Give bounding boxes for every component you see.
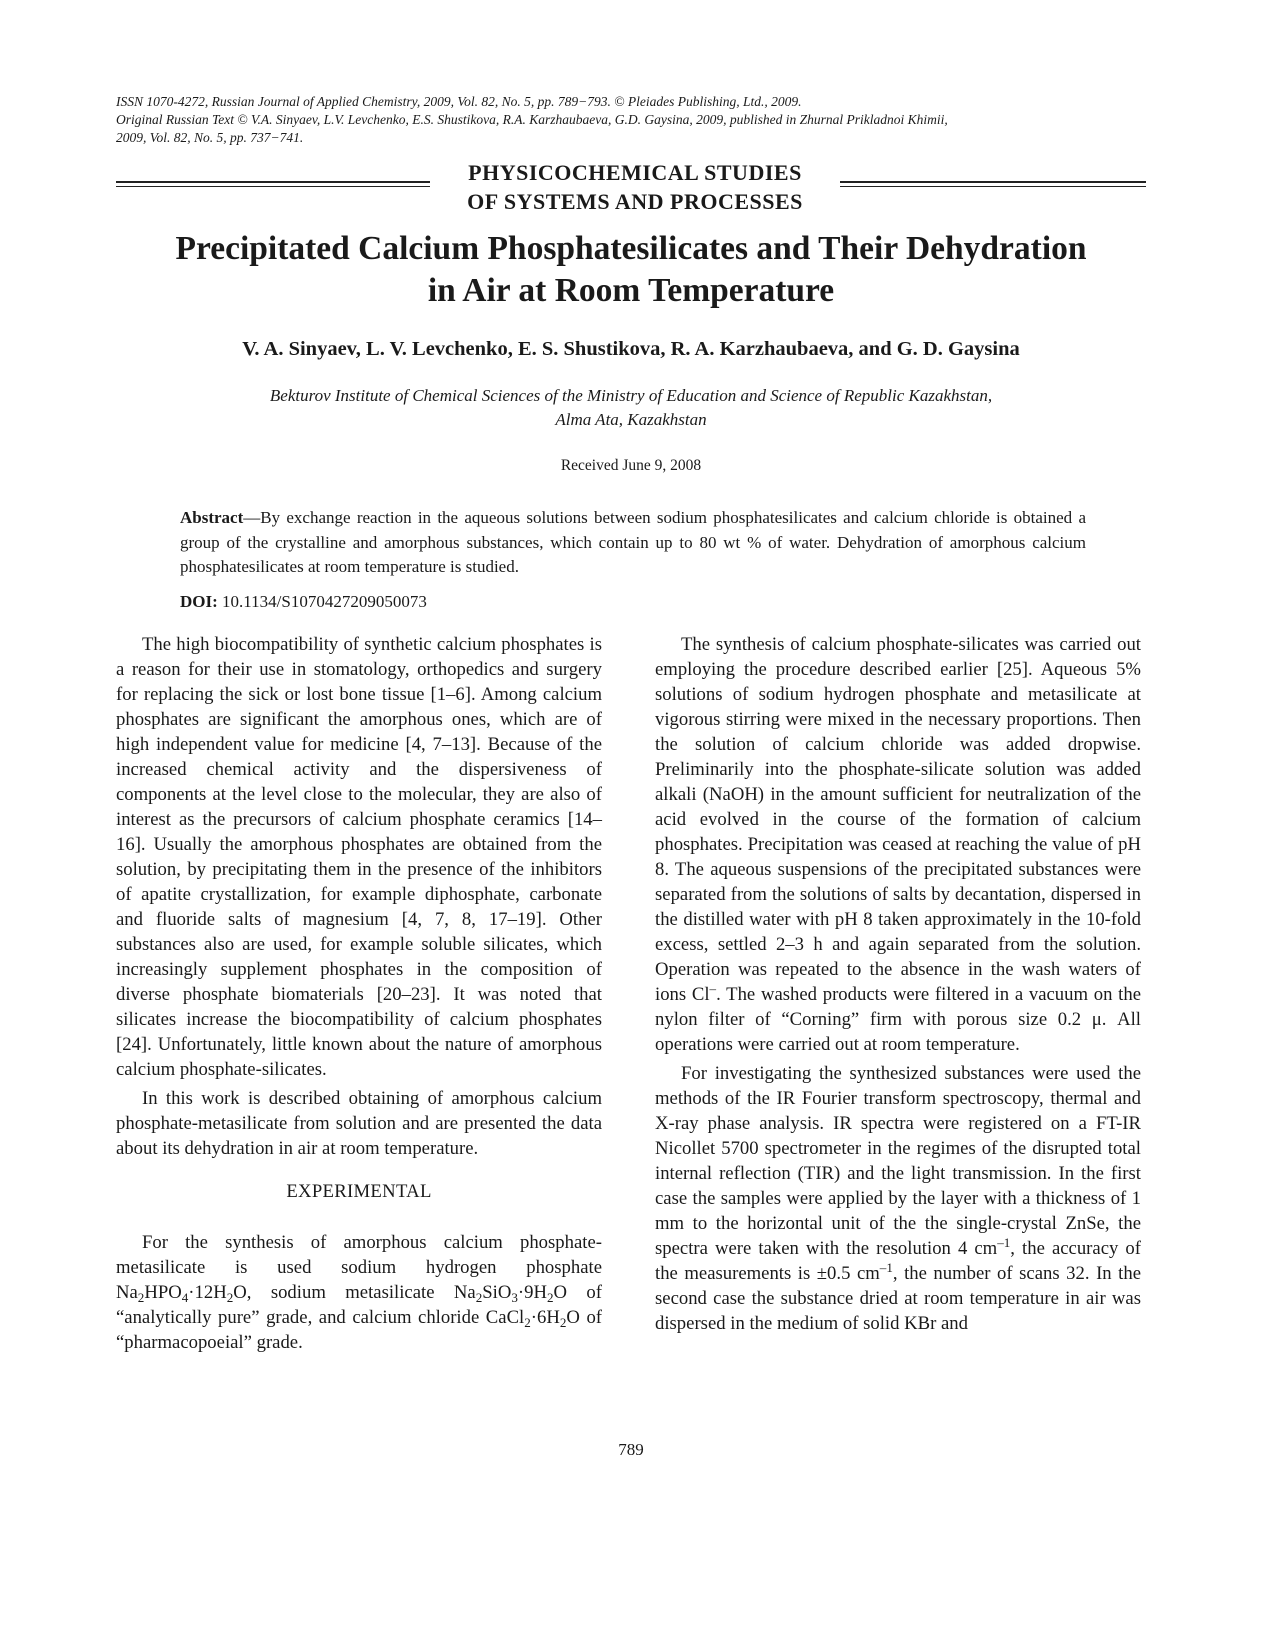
paragraph: In this work is described obtaining of amorphous calcium phosphate-metasilicate from solution and are presented the data about its dehydration in air at room temperature. [116, 1088, 602, 1159]
affiliation-line2: Alma Ata, Kazakhstan [555, 410, 707, 429]
abstract-text: —By exchange reaction in the aqueous solutions between sodium phosphatesilicates and calcium chloride is obtained a group of the crystalline and amorphous substances, which contain up to 80 wt % of water. Dehydration of amorphous calcium phosphatesilicates at room temperature is studied. [180, 508, 1086, 576]
abstract [180, 506, 1086, 580]
section-band [116, 158, 1146, 218]
doi-label: DOI: [180, 592, 218, 611]
paragraph: The high biocompatibility of synthetic calcium phosphates is a reason for their use in stomatology, orthopedics and surgery for replacing the sick or lost bone tissue [1–6]. Among calcium phosphates are significant the amorphous ones, which are of high independent value for medicine [4, 7–13]. Because of the increased chemical activity and the dispersiveness of components at the level close to the molecular, they are also of interest as the precursors of calcium phosphate ceramics [14–16]. Usually the amorphous phosphates are obtained from the solution, by precipitating them in the presence of the inhibitors of apatite crystallization, for example diphosphate, carbonate and fluoride salts of magnesium [4, 7, 8, 17–19]. Other substances also are used, for example soluble silicates, which increasingly supplement phosphates in the composition of diverse phosphate biomaterials [20–23]. It was noted that silicates increase the biocompatibility of calcium phosphates [24]. Unfortunately, little known about the nature of amorphous calcium phosphate-silicates. [116, 634, 602, 1080]
title-line1: Precipitated Calcium Phosphatesilicates and Their Dehydration [175, 230, 1087, 267]
authors: V. A. Sinyaev, L. V. Levchenko, E. S. Shustikova, R. A. Karzhaubaeva, and G. D. Gaysina [242, 338, 1020, 360]
original-text-line: Original Russian Text © V.A. Sinyaev, L.V. Levchenko, E.S. Shustikova, R.A. Karzhaubaeva, G.D. Gaysina, 2009, published in Zhurnal Prikladnoi Khimii, [116, 112, 948, 127]
original-text-line-cont: 2009, Vol. 82, No. 5, pp. 737−741. [116, 130, 304, 145]
right-column [655, 632, 1141, 1340]
double-rule-right [840, 181, 1146, 183]
section-title [430, 158, 840, 216]
double-rule-left [116, 181, 430, 183]
section-title-line1: PHYSICOCHEMICAL STUDIES [468, 160, 802, 185]
abstract-label: Abstract [180, 508, 244, 527]
paragraph: For the synthesis of amorphous calcium phosphate-metasilicate is used sodium hydrogen phosphate $Na_2HPO_4\cdot 12H_2O$, sodium metasilicate $Na_2SiO_3\cdot 9H_2O$ of “analytically pure” grade, and calcium chloride $CaCl_2\cdot 6H_2O$ of “pharmacopoeial” grade. [116, 1232, 603, 1353]
doi [180, 592, 427, 612]
section-title-line2: OF SYSTEMS AND PROCESSES [467, 189, 803, 214]
paragraph: The synthesis of calcium phosphate-silicates was carried out employing the procedure described earlier [25]. Aqueous 5% solutions of sodium hydrogen phosphate and metasilicate at vigorous stirring were mixed in the necessary proportions. Then the solution of calcium chloride was added dropwise. Preliminarily into the phosphate-silicate solution was added alkali (NaOH) in the amount sufficient for neutralization of the acid evolved in the course of the formation of calcium phosphates. Precipitation was ceased at reaching the value of pH 8. The aqueous suspensions of the precipitated substances were separated from the solutions of salts by decantation, dispersed in the distilled water with pH 8 taken approximately in the 10-fold excess, settled 2–3 h and again separated from the solution. Operation was repeated to the absence in the wash waters of ions Cl–. The washed products were filtered in a vacuum on the nylon filter of “Corning” firm with porous size 0.2 μ. All operations were carried out at room temperature. [655, 634, 1141, 1055]
received-date: Received June 9, 2008 [560, 457, 702, 474]
paragraph: For investigating the synthesized substances were used the methods of the IR Fourier transform spectroscopy, thermal and X-ray phase analysis. IR spectra were registered on a FT-IR Nicollet 5700 spectrometer in the regimes of the disrupted total internal reflection (TIR) and the light transmission. In the first case the samples were applied by the layer with a thickness of 1 mm to the horizontal unit of the the single-crystal ZnSe, the spectra were taken with the resolution 4 $cm^{-1}$, the accuracy of the measurements is ±0.5 $cm^{-1}$, the number of scans 32. In the second case the substance dried at room temperature in air was dispersed in the medium of solid KBr and [655, 1063, 1141, 1334]
affiliation-line1: Bekturov Institute of Chemical Sciences of the Ministry of Education and Science of Republic Kazakhstan, [269, 386, 993, 405]
article-title [116, 228, 1146, 312]
left-column [116, 632, 602, 1359]
experimental-heading: EXPERIMENTAL [286, 1181, 432, 1202]
affiliation [116, 384, 1146, 432]
page-number: 789 [618, 1440, 644, 1459]
doi-value: 10.1134/S1070427209050073 [217, 592, 427, 611]
title-line2: in Air at Room Temperature [427, 272, 835, 309]
journal-citation-line: ISSN 1070-4272, Russian Journal of Applied Chemistry, 2009, Vol. 82, No. 5, pp. 789−793. © Pleiades Publishing, Ltd., 2009. [116, 94, 802, 109]
